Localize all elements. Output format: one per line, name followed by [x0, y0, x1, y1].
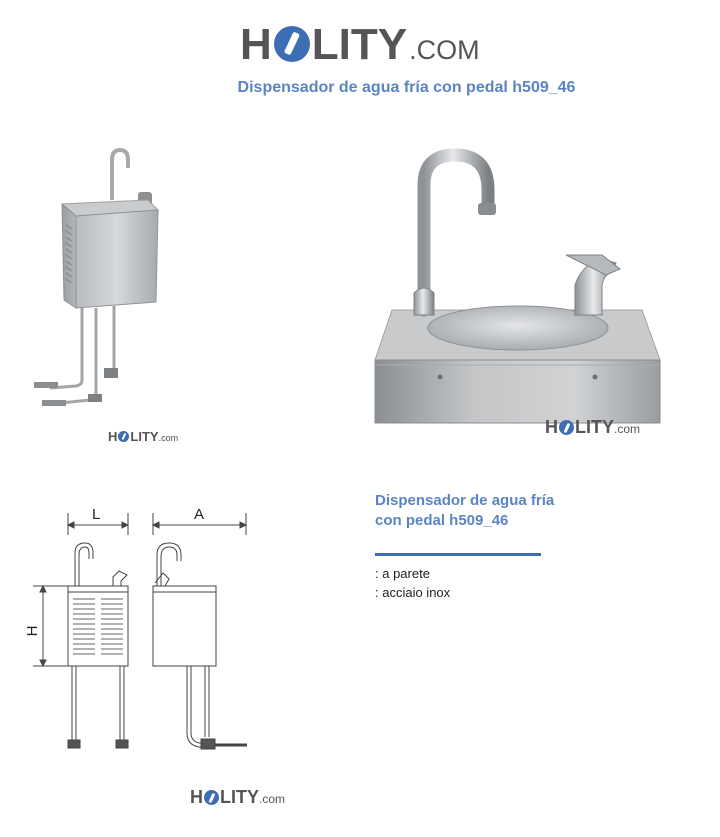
brand-logo[interactable] [240, 20, 480, 70]
logo-o-icon [204, 790, 219, 805]
logo-text-start: H [240, 20, 272, 69]
logo-suffix: .COM [409, 35, 480, 65]
dimension-label-height: H [24, 625, 41, 637]
image-watermark-logo: H LITY .com [545, 417, 641, 437]
logo-o-icon [118, 431, 129, 442]
title-divider [375, 553, 541, 556]
logo-o-icon [559, 420, 574, 435]
product-image-full [20, 130, 220, 420]
spec-item-mounting: : a parete [375, 566, 430, 581]
page-title: Dispensador de agua fría con pedal h509_46 [237, 79, 576, 96]
product-title: Dispensador de agua fría con pedal h509_46 [375, 492, 555, 529]
logo-text-end: LITY [311, 20, 408, 69]
image-watermark-logo: H LITY .com [108, 429, 179, 444]
drawing-watermark-logo: H LITY .com [190, 787, 286, 807]
dimension-label-width: L [92, 506, 101, 523]
logo-o-icon [274, 26, 310, 62]
dimension-label-depth: A [194, 506, 205, 523]
technical-drawing [15, 495, 265, 765]
spec-item-material: : acciaio inox [375, 585, 451, 600]
product-image-detail [370, 145, 665, 425]
